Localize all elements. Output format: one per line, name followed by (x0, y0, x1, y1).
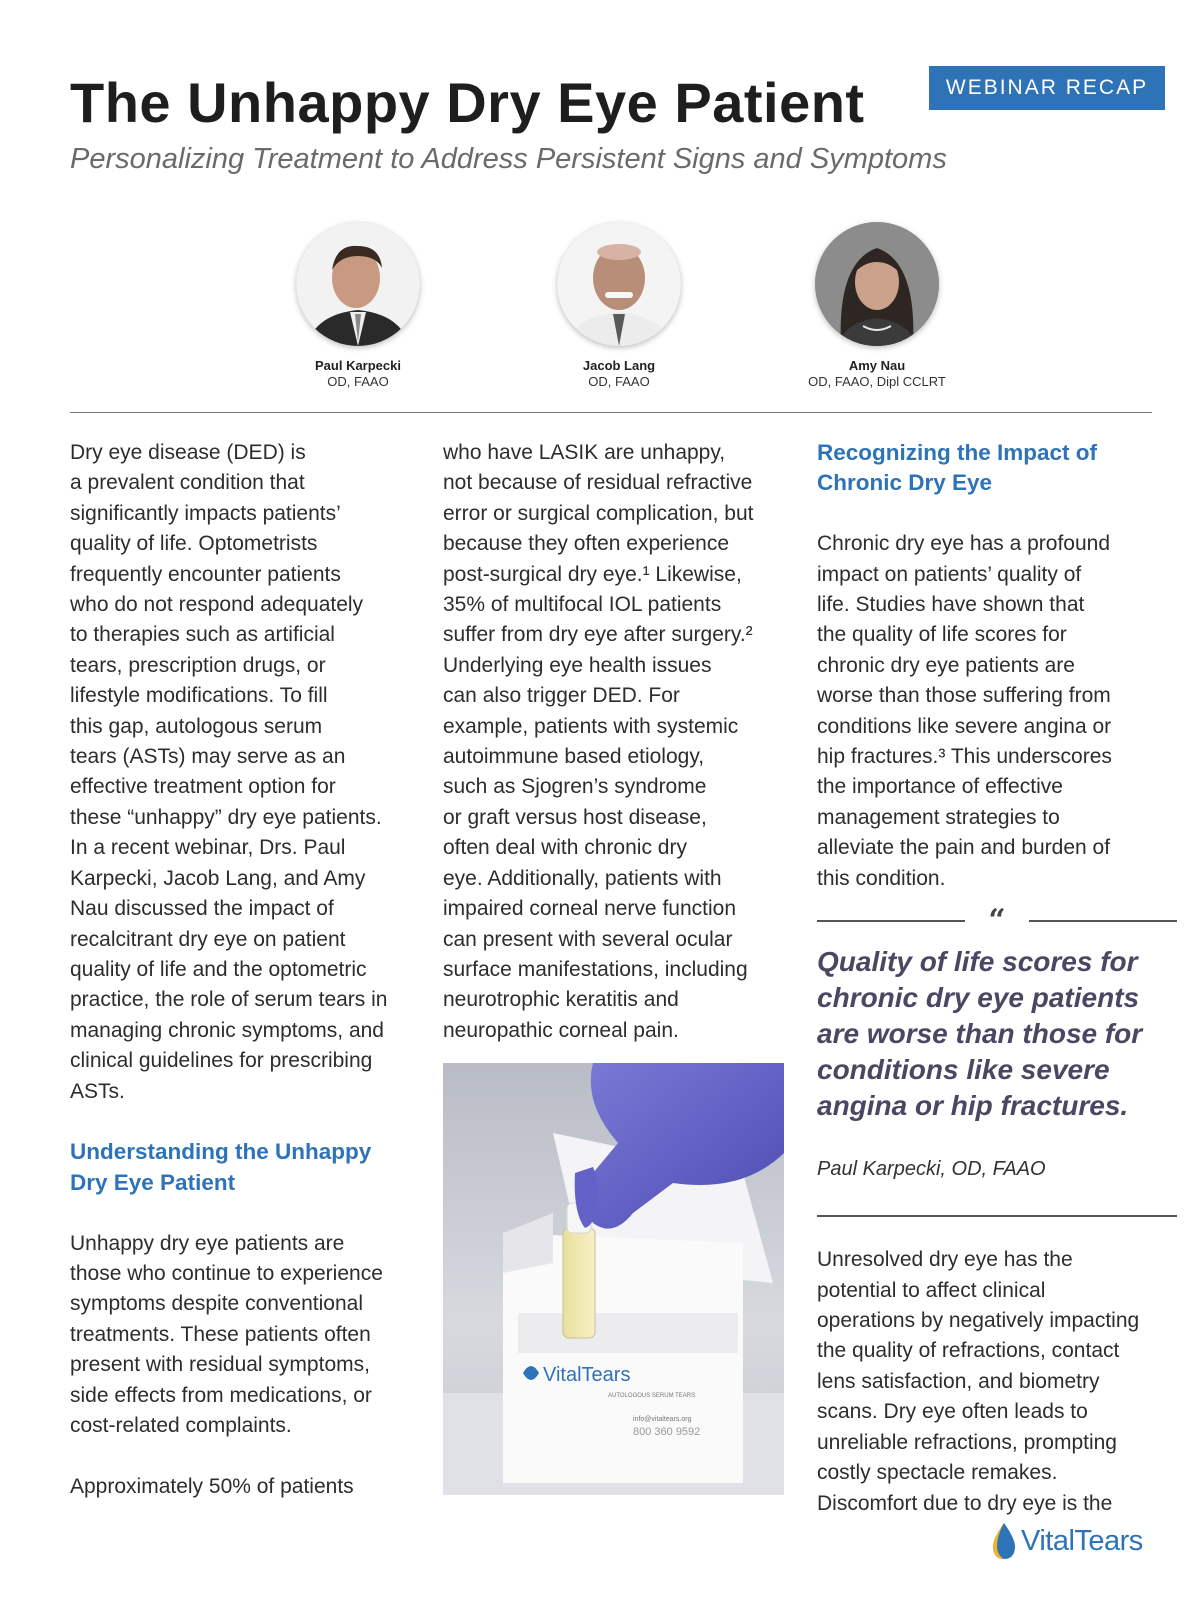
quote-end-divider (817, 1215, 1177, 1217)
author-lang (519, 222, 719, 390)
section-heading: Understanding the Unhappy Dry Eye Patient (70, 1139, 372, 1195)
author-credentials: OD, FAAO, Dipl CCLRT (808, 374, 946, 389)
quote-attribution: Paul Karpecki, OD, FAAO (817, 1158, 1046, 1181)
quote-mark-icon: “ (988, 902, 1006, 938)
intro-paragraph: Dry eye disease (DED) is a prevalent condition that significantly impacts patients’ quality of life. Optometrists frequently encounter patients who do not respond adequately to therapies such as artificial tears, prescription drugs, or lifestyle modifications. To fill this gap, autologous serum tears (ASTs) may serve as an effective treatment option for these “unhappy” dry eye patients. In a recent webinar, Drs. Paul Karpecki, Jacob Lang, and Amy Nau discussed the impact of recalcitrant dry eye on patient quality of life and the optometric practice, the role of serum tears in managing chronic symptoms, and clinical guidelines for prescribing ASTs. (70, 441, 388, 1103)
logo-wordmark: VitalTears (1021, 1524, 1143, 1557)
product-photo (443, 1063, 784, 1495)
avatar (815, 222, 939, 346)
author-credentials: OD, FAAO (327, 374, 389, 389)
quote-text: Quality of life scores for chronic dry eye patients are worse than those for conditions like severe angina or hip fractures. (817, 946, 1143, 1122)
page-title: The Unhappy Dry Eye Patient (70, 71, 865, 134)
product-phone: 800 360 9592 (633, 1426, 701, 1438)
header-divider (70, 412, 1152, 413)
author-name: Paul Karpecki (315, 358, 401, 373)
product-email: info@vitaltears.org (633, 1416, 692, 1423)
body-paragraph: Unresolved dry eye has the potential to affect clinical operations by negatively impacting the quality of refractions, contact lens satisfaction, and biometry scans. Dry eye often leads to unreliable refractions, prompting costly spectacle remakes. Discomfort due to dry eye is the (817, 1248, 1140, 1515)
product-brand-label: VitalTears (543, 1364, 631, 1386)
body-paragraph: Chronic dry eye has a profound impact on patients’ quality of life. Studies have shown that the quality of life scores for chronic dry eye patients are worse than those suffering from conditions like severe angina or hip fractures.³ This underscores the importance of effective management strategies to alleviate the pain and burden of this condition. (817, 532, 1112, 890)
column-2 (443, 438, 793, 1077)
serum-tears-box-image (443, 1063, 784, 1495)
droplet-icon (991, 1522, 1017, 1560)
author-credentials: OD, FAAO (588, 374, 650, 389)
webinar-recap-badge: WEBINAR RECAP (929, 66, 1165, 110)
body-paragraph: Unhappy dry eye patients are those who continue to experience symptoms despite conventional treatments. These patients often present with residual symptoms, side effects from medications, or cost-related complaints. (70, 1231, 383, 1437)
author-karpecki (258, 222, 458, 390)
author-name: Jacob Lang (582, 358, 656, 373)
pull-quote (817, 902, 1177, 1217)
section-heading: Recognizing the Impact of Chronic Dry Eye (817, 440, 1098, 496)
column-1 (70, 438, 430, 1533)
product-tagline: AUTOLOGOUS SERUM TEARS (608, 1393, 696, 1399)
column-3 (817, 438, 1177, 1549)
avatar (296, 222, 420, 346)
vitaltears-logo (991, 1522, 1143, 1560)
quote-divider (817, 902, 1177, 938)
avatar (557, 222, 681, 346)
body-paragraph: Approximately 50% of patients (70, 1474, 354, 1498)
author-nau (777, 222, 977, 390)
author-name: Amy Nau (848, 358, 906, 373)
page-subtitle: Personalizing Treatment to Address Persistent Signs and Symptoms (70, 143, 947, 175)
body-paragraph: who have LASIK are unhappy, not because of residual refractive error or surgical complication, but because they often experience post-surgical dry eye.¹ Likewise, 35% of multifocal IOL patients suffer from dry eye after surgery.² Underlying eye health issues can also trigger DED. For example, patients with systemic autoimmune based etiology, such as Sjogren’s syndrome or graft versus host disease, often deal with chronic dry eye. Additionally, patients with impaired corneal nerve function can present with several ocular surface manifestations, including neurotrophic keratitis and neuropathic corneal pain. (443, 441, 754, 1042)
